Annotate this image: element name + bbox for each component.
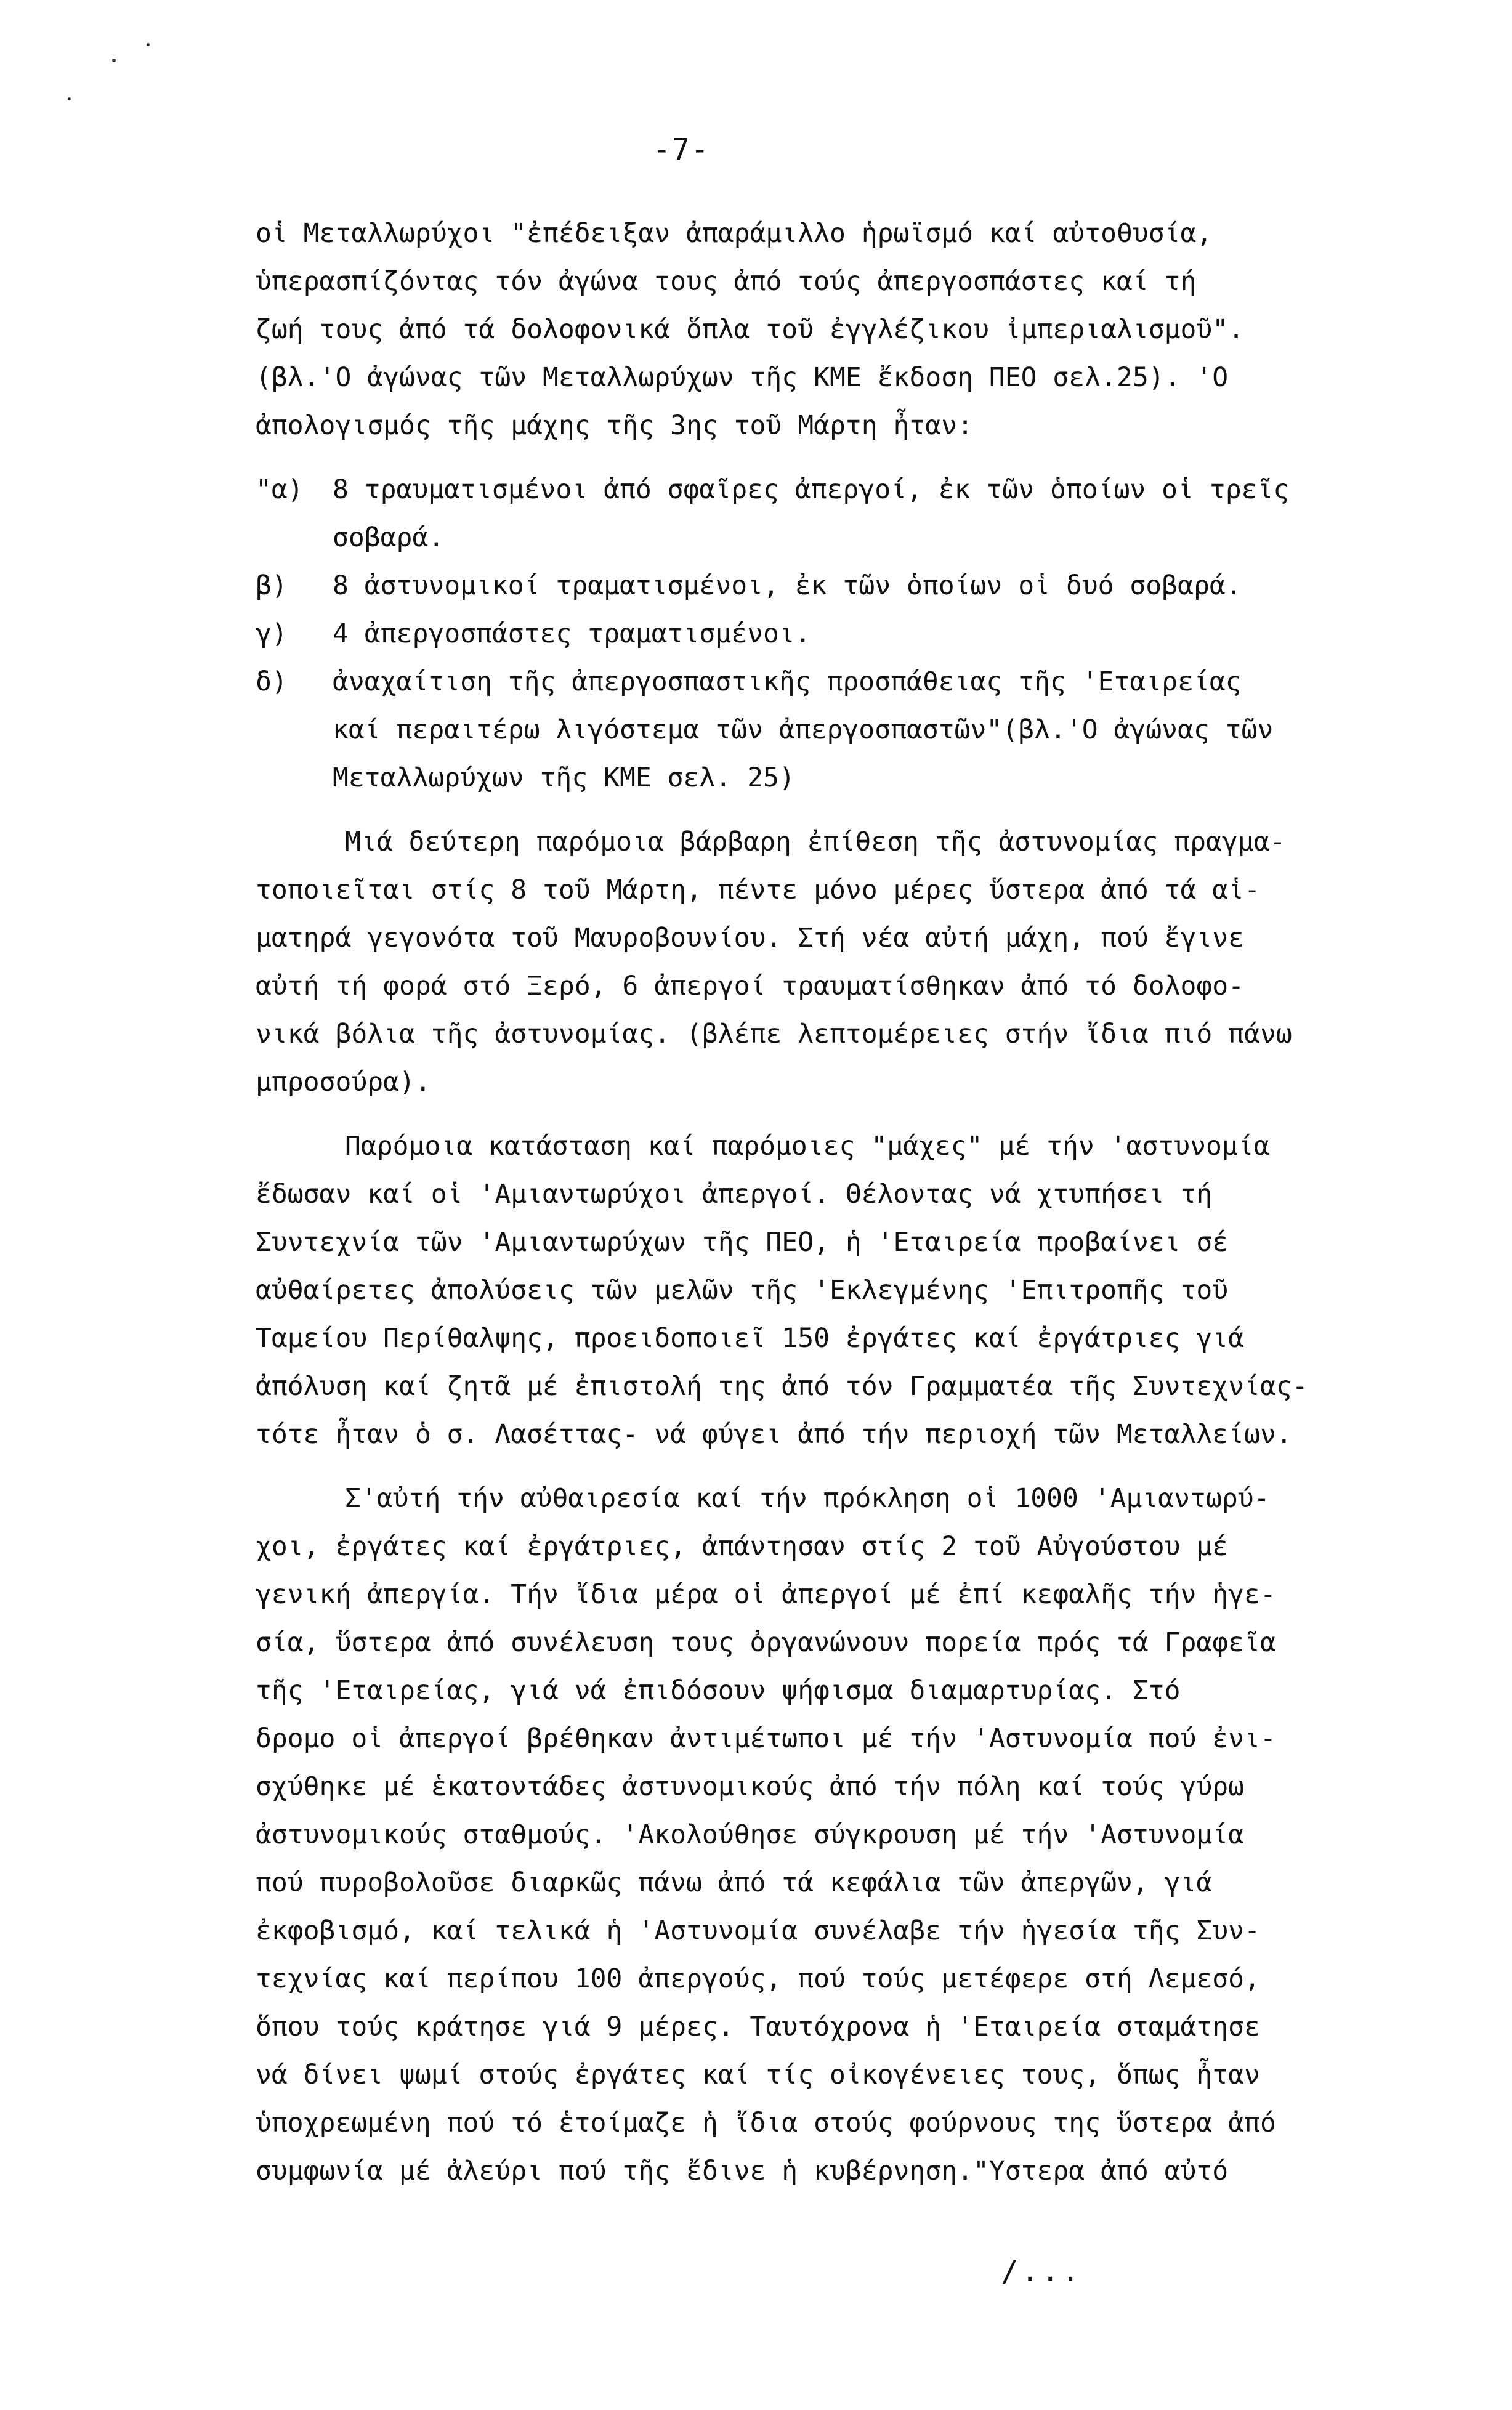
text-line: Μιά δεύτερη παρόμοια βάρβαρη ἐπίθεση τῆς ἀστυνομίας πραγμα- <box>345 827 1286 857</box>
text-line: μπροσούρα). <box>256 1067 431 1098</box>
text-line: τῆς 'Εταιρείας, γιά νά ἐπιδόσουν ψήφισμα διαμαρτυρίας. Στό <box>256 1675 1181 1706</box>
text-line: Ταμείου Περίθαλψης, προειδοποιεῖ 150 ἐργάτες καί ἐργάτριες γιά <box>256 1323 1245 1354</box>
text-line: νά δίνει ψωμί στούς ἐργάτες καί τίς οἰκογένειες τους, ὅπως ἦταν <box>256 2060 1260 2090</box>
text-line: τοποιεῖται στίς 8 τοῦ Μάρτη, πέντε μόνο μέρες ὕστερα ἀπό τά αἱ- <box>256 875 1260 905</box>
list-item-label: "α) <box>256 474 304 505</box>
text-line: ζωή τους ἀπό τά δολοφονικά ὅπλα τοῦ ἐγγλέζικου ἰμπεριαλισμοῦ". <box>256 314 1245 345</box>
list-item <box>256 466 1438 562</box>
text-line: σία, ὕστερα ἀπό συνέλευση τους ὀργανώνουν πορεία πρός τά Γραφεῖα <box>256 1627 1276 1658</box>
page-number: -7- <box>653 132 710 167</box>
list-item <box>256 658 1438 802</box>
text-line: (βλ.'Ο ἀγώνας τῶν Μεταλλωρύχων τῆς ΚΜΕ ἔκδοση ΠΕΟ σελ.25). 'Ο <box>256 362 1229 393</box>
text-line: καί περαιτέρω λιγόστεμα τῶν ἀπεργοσπαστῶν"(βλ.'Ο ἀγώνας τῶν <box>333 714 1274 745</box>
text-line: ὅπου τούς κράτησε γιά 9 μέρες. Ταυτόχρονα ἡ 'Εταιρεία σταμάτησε <box>256 2012 1260 2042</box>
text-line: ἔδωσαν καί οἱ 'Αμιαντωρύχοι ἀπεργοί. Θέλοντας νά χτυπήσει τή <box>256 1179 1213 1210</box>
casualty-list <box>256 466 1438 802</box>
text-line: σχύθηκε μέ ἑκατοντάδες ἀστυνομικούς ἀπό τήν πόλη καί τούς γύρω <box>256 1771 1245 1802</box>
text-line: τότε ἦταν ὁ σ. Λασέττας- νά φύγει ἀπό τήν περιοχή τῶν Μεταλλείων. <box>256 1419 1292 1450</box>
text-line: τεχνίας καί περίπου 100 ἀπεργούς, πού τούς μετέφερε στή Λεμεσό, <box>256 1963 1260 1994</box>
text-line: ἀστυνομικούς σταθμούς. 'Ακολούθησε σύγκρουση μέ τήν 'Αστυνομία <box>256 1819 1245 1850</box>
text-line: Παρόμοια κατάσταση καί παρόμοιες "μάχες" μέ τήν 'αστυνομία <box>345 1131 1270 1162</box>
text-line: χοι, ἐργάτες καί ἐργάτριες, ἀπάντησαν στίς 2 τοῦ Αὐγούστου μέ <box>256 1531 1229 1562</box>
list-item <box>256 562 1438 610</box>
text-line: πού πυροβολοῦσε διαρκῶς πάνω ἀπό τά κεφάλια τῶν ἀπεργῶν, γιά <box>256 1867 1213 1898</box>
paragraph-intro <box>256 209 1438 450</box>
text-line: ἐκφοβισμό, καί τελικά ἡ 'Αστυνομία συνέλαβε τήν ἡγεσία τῆς Συν- <box>256 1915 1260 1946</box>
text-line: συμφωνία μέ ἀλεύρι πού τῆς ἔδινε ἡ κυβέρνηση."Υστερα ἀπό αὐτό <box>256 2156 1229 2186</box>
text-line: οἱ Μεταλλωρύχοι "ἐπέδειξαν ἀπαράμιλλο ἡρωϊσμό καί αὐτοθυσία, <box>256 218 1213 249</box>
text-line: ἀπόλυση καί ζητᾶ μέ ἐπιστολή της ἀπό τόν Γραμματέα τῆς Συντεχνίας- <box>256 1371 1308 1402</box>
body-text <box>256 209 1438 2195</box>
text-line: ἀναχαίτιση τῆς ἀπεργοσπαστικῆς προσπάθειας τῆς 'Εταιρείας <box>333 666 1242 697</box>
text-line: νικά βόλια τῆς ἀστυνομίας. (βλέπε λεπτομέρειες στήν ἴδια πιό πάνω <box>256 1019 1292 1049</box>
list-item-label: δ) <box>256 666 288 697</box>
text-line: Μεταλλωρύχων τῆς ΚΜΕ σελ. 25) <box>333 762 795 793</box>
list-item-label: β) <box>256 570 288 601</box>
text-line: Συντεχνία τῶν 'Αμιαντωρύχων τῆς ΠΕΟ, ἡ 'Εταιρεία προβαίνει σέ <box>256 1227 1229 1258</box>
paragraph-asbestos-miners <box>256 1122 1438 1458</box>
text-line: δρομο οἱ ἀπεργοί βρέθηκαν ἀντιμέτωποι μέ τήν 'Αστυνομία πού ἐνι- <box>256 1723 1276 1754</box>
text-line: ὑποχρεωμένη πού τό ἑτοίμαζε ἡ ἴδια στούς φούρνους της ὕστερα ἀπό <box>256 2108 1276 2138</box>
text-line: 8 ἀστυνομικοί τραματισμένοι, ἐκ τῶν ὁποίων οἱ δυό σοβαρά. <box>333 570 1242 601</box>
continuation-mark: /... <box>1001 2254 1082 2289</box>
paragraph-second-attack <box>256 818 1438 1106</box>
text-line: 8 τραυματισμένοι ἀπό σφαῖρες ἀπεργοί, ἐκ τῶν ὁποίων οἱ τρεῖς <box>333 474 1290 505</box>
text-line: σοβαρά. <box>333 522 445 553</box>
paragraph-general-strike <box>256 1474 1438 2195</box>
text-line: ὑπερασπίζόντας τόν ἀγώνα τους ἀπό τούς ἀπεργοσπάστες καί τή <box>256 266 1197 297</box>
text-line: Σ'αὐτή τήν αὐθαιρεσία καί τήν πρόκληση οἱ 1000 'Αμιαντωρύ- <box>345 1483 1270 1514</box>
scan-speck <box>147 43 150 46</box>
list-item <box>256 610 1438 658</box>
scan-speck <box>68 97 71 100</box>
text-line: 4 ἀπεργοσπάστες τραματισμένοι. <box>333 618 811 649</box>
text-line: ἀπολογισμός τῆς μάχης τῆς 3ης τοῦ Μάρτη ἦταν: <box>256 410 973 441</box>
text-line: αὐθαίρετες ἀπολύσεις τῶν μελῶν τῆς 'Εκλεγμένης 'Επιτροπῆς τοῦ <box>256 1275 1229 1306</box>
list-item-label: γ) <box>256 618 288 649</box>
scan-speck <box>112 59 116 62</box>
text-line: ματηρά γεγονότα τοῦ Μαυροβουνίου. Στή νέα αὐτή μάχη, πού ἔγινε <box>256 923 1245 953</box>
text-line: γενική ἀπεργία. Τήν ἴδια μέρα οἱ ἀπεργοί μέ ἐπί κεφαλῆς τήν ἡγε- <box>256 1579 1276 1610</box>
text-line: αὐτή τή φορά στό Ξερό, 6 ἀπεργοί τραυματίσθηκαν ἀπό τό δολοφο- <box>256 971 1245 1001</box>
